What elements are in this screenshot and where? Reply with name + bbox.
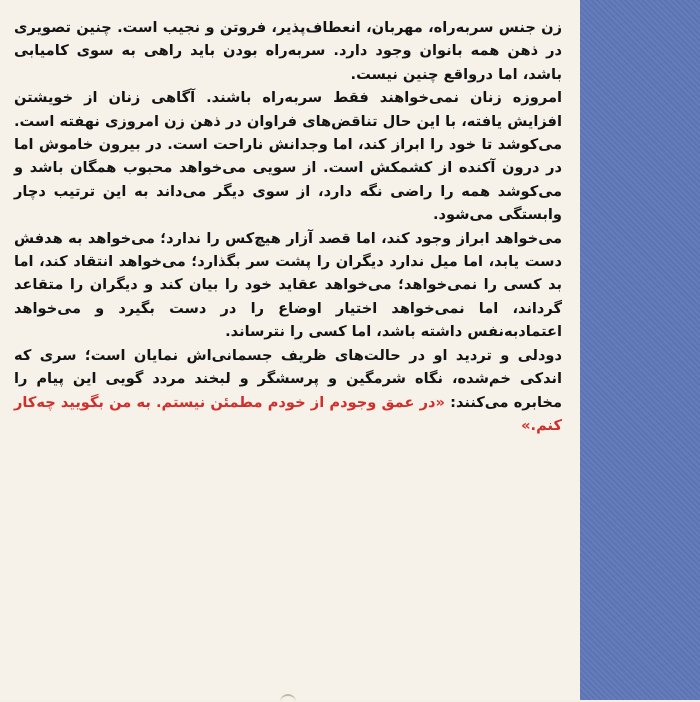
paragraph-4-text: دودلی و تردید او در حالت‌های ظریف جسمانی‌اش نمایان است؛ سری که اندکی خم‌شده، نگاه شرمگین و پرسشگر و لبخند مردد گویی این پیام را مخابره می‌کنند: [14,346,562,411]
page-mark [280,694,296,702]
paragraph-4 [14,344,562,438]
body-text [14,16,562,437]
paragraph-3: می‌خواهد ابراز وجود کند، اما قصد آزار هیچ‌کس را ندارد؛ می‌خواهد به هدفش دست یابد، اما میل ندارد دیگران را پشت سر بگذارد؛ می‌خواهد انتقاد کند، اما بد کسی را نمی‌خواهد؛ می‌خواهد عقاید خود را بیان کند و دیگران را متقاعد گرداند، اما نمی‌خواهد اختیار اوضاع را در دست بگیرد و می‌خواهد اعتمادبه‌نفس داشته باشد، اما کسی را نترساند. [14,229,562,341]
paragraph-2: امروزه زنان نمی‌خواهند فقط سربه‌راه باشند. آگاهی زنان از خویشتن افزایش یافته، با این حال تناقض‌های فراوان در ذهن زن امروزی نهفته است. می‌کوشد تا خود را ابراز کند، اما وجدانش ناراحت است. در بیرون خاموش اما در درون آکنده از کشمکش است. از سویی می‌خواهد محبوب همگان باشد و می‌کوشد همه را راضی نگه دارد، از سوی دیگر می‌داند به این ترتیب دچار وابستگی می‌شود. [14,89,562,224]
paragraph-1: زن جنس سربه‌راه، مهربان، انعطاف‌پذیر، فروتن و نجیب است. چنین تصویری در ذهن همه بانوان وجود دارد. سربه‌راه بودن باید راهی به سوی کامیابی باشد، اما درواقع چنین نیست. [14,19,562,83]
blue-cover-edge [580,0,700,700]
highlighted-quote: «در عمق وجودم از خودم مطمئن نیستم. به من بگویید چه‌کار کنم.» [14,393,562,434]
